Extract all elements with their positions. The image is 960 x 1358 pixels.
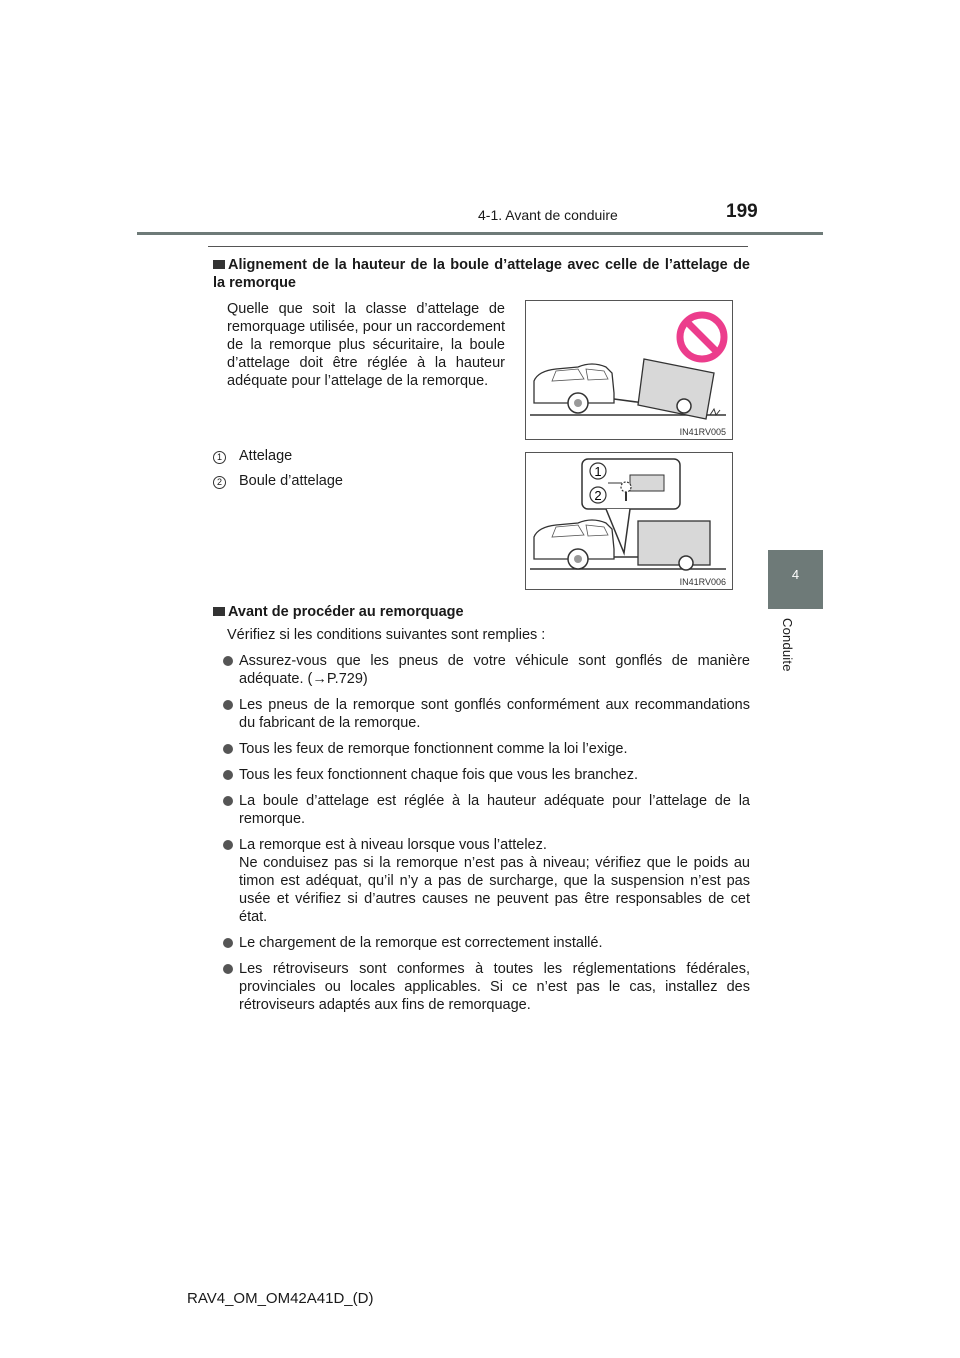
before-towing-intro: Vérifiez si les conditions suivantes sont remplies : [227, 627, 546, 643]
bullet-dot-icon [223, 656, 233, 666]
bullet-dot-icon [223, 700, 233, 710]
document-code: RAV4_OM_OM42A41D_(D) [187, 1290, 374, 1307]
page-number: 199 [726, 201, 758, 222]
list-item: La boule d’attelage est réglée à la hauteur adéquate pour l’attelage de la remorque. [223, 792, 750, 828]
legend-label-1: Attelage [239, 448, 293, 464]
conditions-list [223, 652, 750, 1022]
legend-number-1: 1 [213, 451, 226, 464]
list-item: Les pneus de la remorque sont gonflés conformément aux recommandations du fabricant de la remorque. [223, 696, 750, 732]
bullet-dot-icon [223, 938, 233, 948]
bullet-dot-icon [223, 770, 233, 780]
header-rule [137, 232, 823, 235]
section-title-before-towing-text: Avant de procéder au remorquage [228, 604, 464, 620]
list-item: La remorque est à niveau lorsque vous l’attelez. Ne conduisez pas si la remorque n’est pas à niveau; vérifiez que le poids au timon est adéquat, qu’il n’y a pas de surcharge, que la suspension n’est pas usée et vérifiez si d’autres causes ne peuvent pas être responsables de cet état. [223, 836, 750, 926]
chapter-label: Conduite [780, 618, 795, 672]
running-header-section: 4-1. Avant de conduire [478, 207, 618, 223]
legend-label-2: Boule d’attelage [239, 473, 343, 489]
bullet-dot-icon [223, 840, 233, 850]
svg-text:1: 1 [594, 464, 602, 479]
aligned-hitch-illustration [526, 453, 732, 589]
section-title-before-towing [213, 603, 750, 621]
list-item: Assurez-vous que les pneus de votre véhicule sont gonflés de manière adéquate. (→P.729) [223, 652, 750, 688]
figure-code: IN41RV006 [679, 577, 726, 587]
section-title-alignment-text: Alignement de la hauteur de la boule d’attelage avec celle de l’attelage de la remorque [213, 257, 750, 291]
list-item: Le chargement de la remorque est correctement installé. [223, 934, 750, 952]
svg-text:2: 2 [594, 488, 602, 503]
chapter-number: 4 [791, 567, 800, 582]
list-item: Tous les feux de remorque fonctionnent comme la loi l’exige. [223, 740, 750, 758]
bullet-dot-icon [223, 744, 233, 754]
square-bullet-icon [213, 607, 225, 616]
alignment-paragraph: Quelle que soit la classe d’attelage de remorquage utilisée, pour un raccordement de la remorque plus sécuritaire, la boule d’attelage doit être réglée à la hauteur adéquate pour l’attelage de la remorque. [227, 301, 505, 389]
list-item: Les rétroviseurs sont conformes à toutes les réglementations fédérales, provinciales ou locales applicables. Si ce n’est pas le cas, installez des rétroviseurs adaptés aux fins de remorquage. [223, 960, 750, 1014]
square-bullet-icon [213, 260, 225, 269]
legend-number-2: 2 [213, 476, 226, 489]
figure-code: IN41RV005 [679, 427, 726, 437]
section-title-alignment [213, 256, 750, 292]
legend-item-1 [213, 448, 293, 466]
bullet-dot-icon [223, 796, 233, 806]
chapter-tab [768, 550, 823, 609]
misaligned-hitch-illustration [526, 301, 732, 439]
figure-misaligned-hitch [525, 300, 733, 440]
section-rule [208, 246, 748, 247]
legend-item-2 [213, 473, 343, 491]
figure-aligned-hitch [525, 452, 733, 590]
bullet-dot-icon [223, 964, 233, 974]
list-item: Tous les feux fonctionnent chaque fois que vous les branchez. [223, 766, 750, 784]
